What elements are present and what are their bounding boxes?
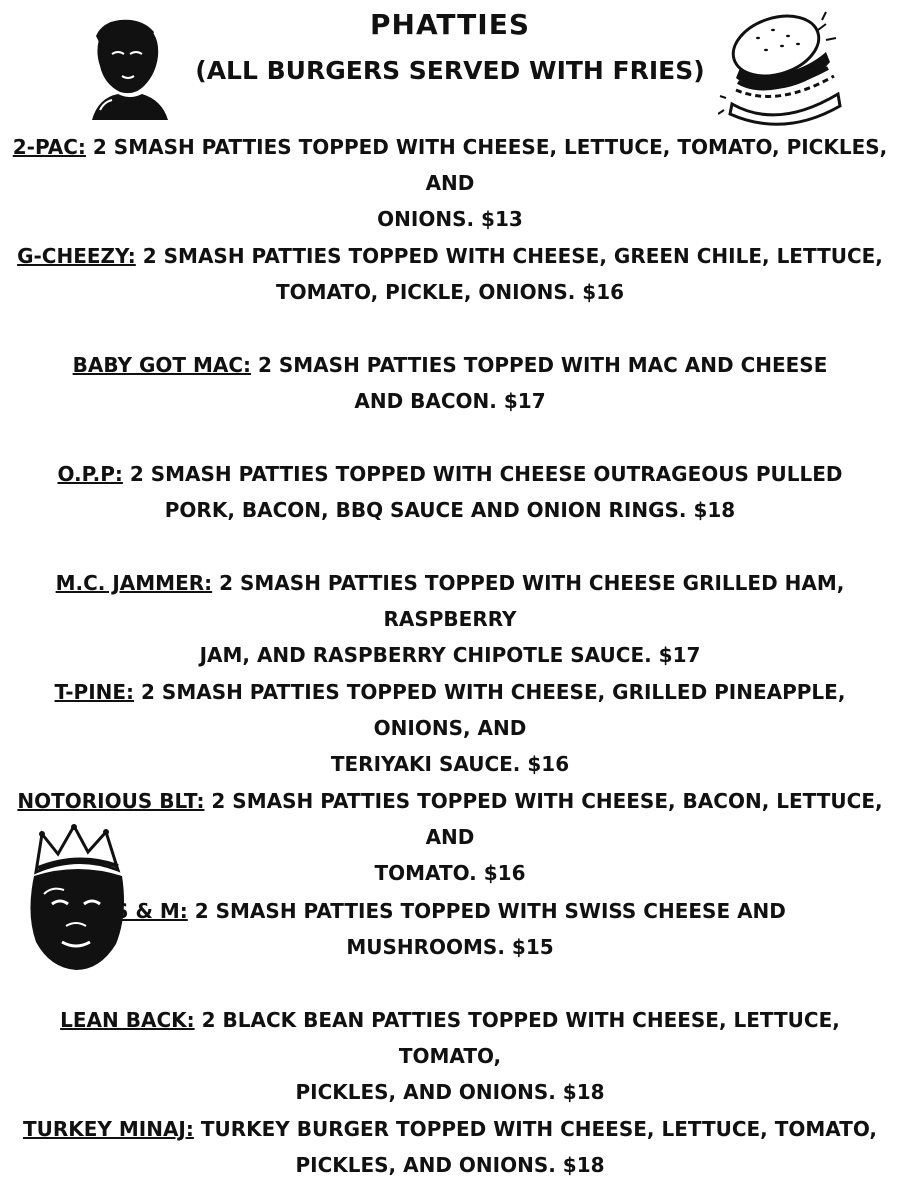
menu-item-name: M.C. JAMMER: — [55, 571, 213, 595]
menu-subtitle: (ALL BURGERS SERVED WITH FRIES) — [195, 56, 705, 85]
menu-title: PHATTIES — [369, 8, 530, 41]
menu-item-name: TURKEY MINAJ: — [22, 1117, 194, 1141]
menu-item-line1 — [10, 238, 890, 274]
menu-item-name: O.P.P: — [57, 462, 123, 486]
menu-item — [10, 893, 890, 965]
menu-item-description: 2 SMASH PATTIES TOPPED WITH CHEESE OUTRAGEOUS PULLED — [129, 462, 843, 486]
menu-item-description: 2 SMASH PATTIES TOPPED WITH CHEESE, GREEN CHILE, LETTUCE, — [142, 244, 883, 268]
menu-item-line2: PICKLES, AND ONIONS. $18 — [295, 1080, 605, 1104]
menu-item-line2: PORK, BACON, BBQ SAUCE AND ONION RINGS. $18 — [164, 498, 736, 522]
menu-item — [10, 565, 890, 673]
menu-item-line1 — [10, 1111, 890, 1147]
menu-item-name: BABY GOT MAC: — [72, 353, 252, 377]
menu-item-line1 — [10, 783, 890, 855]
rapper-portrait-illustration — [72, 14, 172, 120]
menu-item — [10, 456, 890, 528]
menu-item — [10, 129, 890, 237]
menu-item-line2: AND BACON. $17 — [354, 389, 546, 413]
menu-item-description: 2 SMASH PATTIES TOPPED WITH SWISS CHEESE AND — [194, 899, 786, 923]
menu-item-description: 2 SMASH PATTIES TOPPED WITH CHEESE GRILLED HAM, RASPBERRY — [219, 571, 845, 631]
menu-item-line2: TERIYAKI SAUCE. $16 — [330, 752, 570, 776]
menu-item-line2: JAM, AND RASPBERRY CHIPOTLE SAUCE. $17 — [199, 643, 701, 667]
menu-item-name: G-CHEEZY: — [17, 244, 136, 268]
menu-item-line2: TOMATO, PICKLE, ONIONS. $16 — [275, 280, 625, 304]
menu-item-line2: ONIONS. $13 — [377, 207, 523, 231]
menu-item-name: T-PINE: — [54, 680, 135, 704]
menu-item-line2: TOMATO. $16 — [374, 861, 526, 885]
menu-item-name: S & M: — [114, 899, 188, 923]
menu-item-line2: MUSHROOMS. $15 — [346, 935, 554, 959]
menu-item-name: NOTORIOUS BLT: — [17, 789, 205, 813]
burger-illustration — [718, 10, 848, 138]
menu-item-line2: PICKLES, AND ONIONS. $18 — [295, 1153, 605, 1177]
menu-item — [10, 1111, 890, 1183]
menu-item-line1 — [10, 347, 890, 383]
menu-item-line1 — [10, 129, 890, 201]
menu-item — [10, 674, 890, 782]
menu-item-description: 2 SMASH PATTIES TOPPED WITH CHEESE, LETTUCE, TOMATO, PICKLES, AND — [92, 135, 888, 195]
menu-item-description: 2 BLACK BEAN PATTIES TOPPED WITH CHEESE, LETTUCE, TOMATO, — [201, 1008, 840, 1068]
menu-item-description: 2 SMASH PATTIES TOPPED WITH CHEESE, BACON, LETTUCE, AND — [211, 789, 883, 849]
menu-item-line1 — [10, 893, 890, 929]
menu-item — [10, 1002, 890, 1110]
menu-item — [10, 238, 890, 310]
menu-item — [10, 347, 890, 419]
menu-item-name: 2-PAC: — [12, 135, 86, 159]
menu-item-name: LEAN BACK: — [60, 1008, 195, 1032]
menu-item — [10, 783, 890, 891]
menu-item-description: 2 SMASH PATTIES TOPPED WITH MAC AND CHEESE — [258, 353, 828, 377]
menu-item-line1 — [10, 456, 890, 492]
menu-item-line1 — [10, 565, 890, 637]
menu-item-description: TURKEY BURGER TOPPED WITH CHEESE, LETTUCE, TOMATO, — [200, 1117, 878, 1141]
menu-item-line1 — [10, 1002, 890, 1074]
menu-item-description: 2 SMASH PATTIES TOPPED WITH CHEESE, GRILLED PINEAPPLE, ONIONS, AND — [141, 680, 846, 740]
menu-item-line1 — [10, 674, 890, 746]
